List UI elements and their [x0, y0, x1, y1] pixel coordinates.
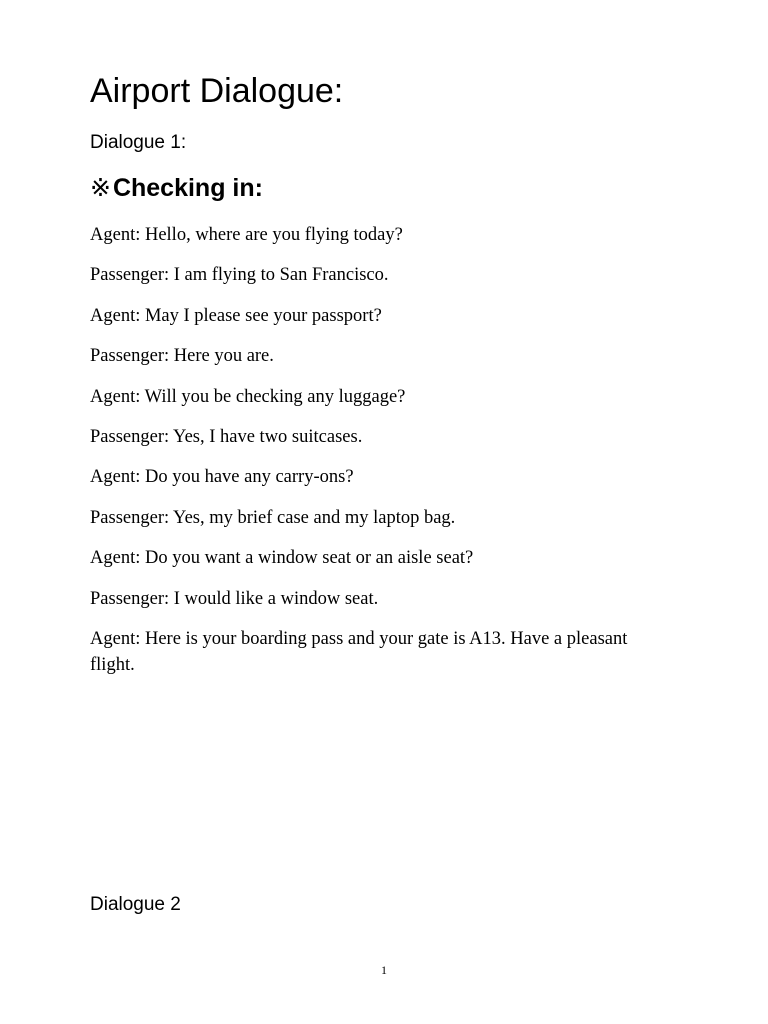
dialogue-line: Agent: Hello, where are you flying today?: [90, 225, 403, 245]
page-number: 1: [381, 963, 387, 977]
dialogue-line: Agent: Do you want a window seat or an aisle seat?: [90, 548, 474, 569]
dialogue-lines: [90, 222, 650, 692]
dialogue-1-heading: Dialogue 1:: [90, 132, 187, 153]
dialogue-line: Passenger: Here you are.: [90, 346, 274, 367]
section-heading: [90, 172, 263, 204]
dialogue-line: Passenger: Yes, my brief case and my laptop bag.: [90, 507, 456, 528]
dialogue-line: Passenger: I would like a window seat.: [90, 588, 379, 609]
reference-mark-icon: ※: [90, 174, 111, 202]
dialogue-2-heading: Dialogue 2: [90, 894, 181, 915]
dialogue-line: Passenger: Yes, I have two suitcases.: [90, 426, 363, 447]
dialogue-line: Agent: Do you have any carry-ons?: [90, 467, 354, 488]
dialogue-line: Agent: Here is your boarding pass and your gate is A13. Have a pleasant flight.: [90, 628, 628, 675]
dialogue-line: Agent: May I please see your passport?: [90, 305, 382, 326]
dialogue-line: Agent: Will you be checking any luggage?: [90, 386, 406, 407]
document-title: Airport Dialogue:: [90, 72, 344, 110]
section-title: Checking in:: [112, 174, 263, 202]
dialogue-line: Passenger: I am flying to San Francisco.: [90, 265, 389, 286]
